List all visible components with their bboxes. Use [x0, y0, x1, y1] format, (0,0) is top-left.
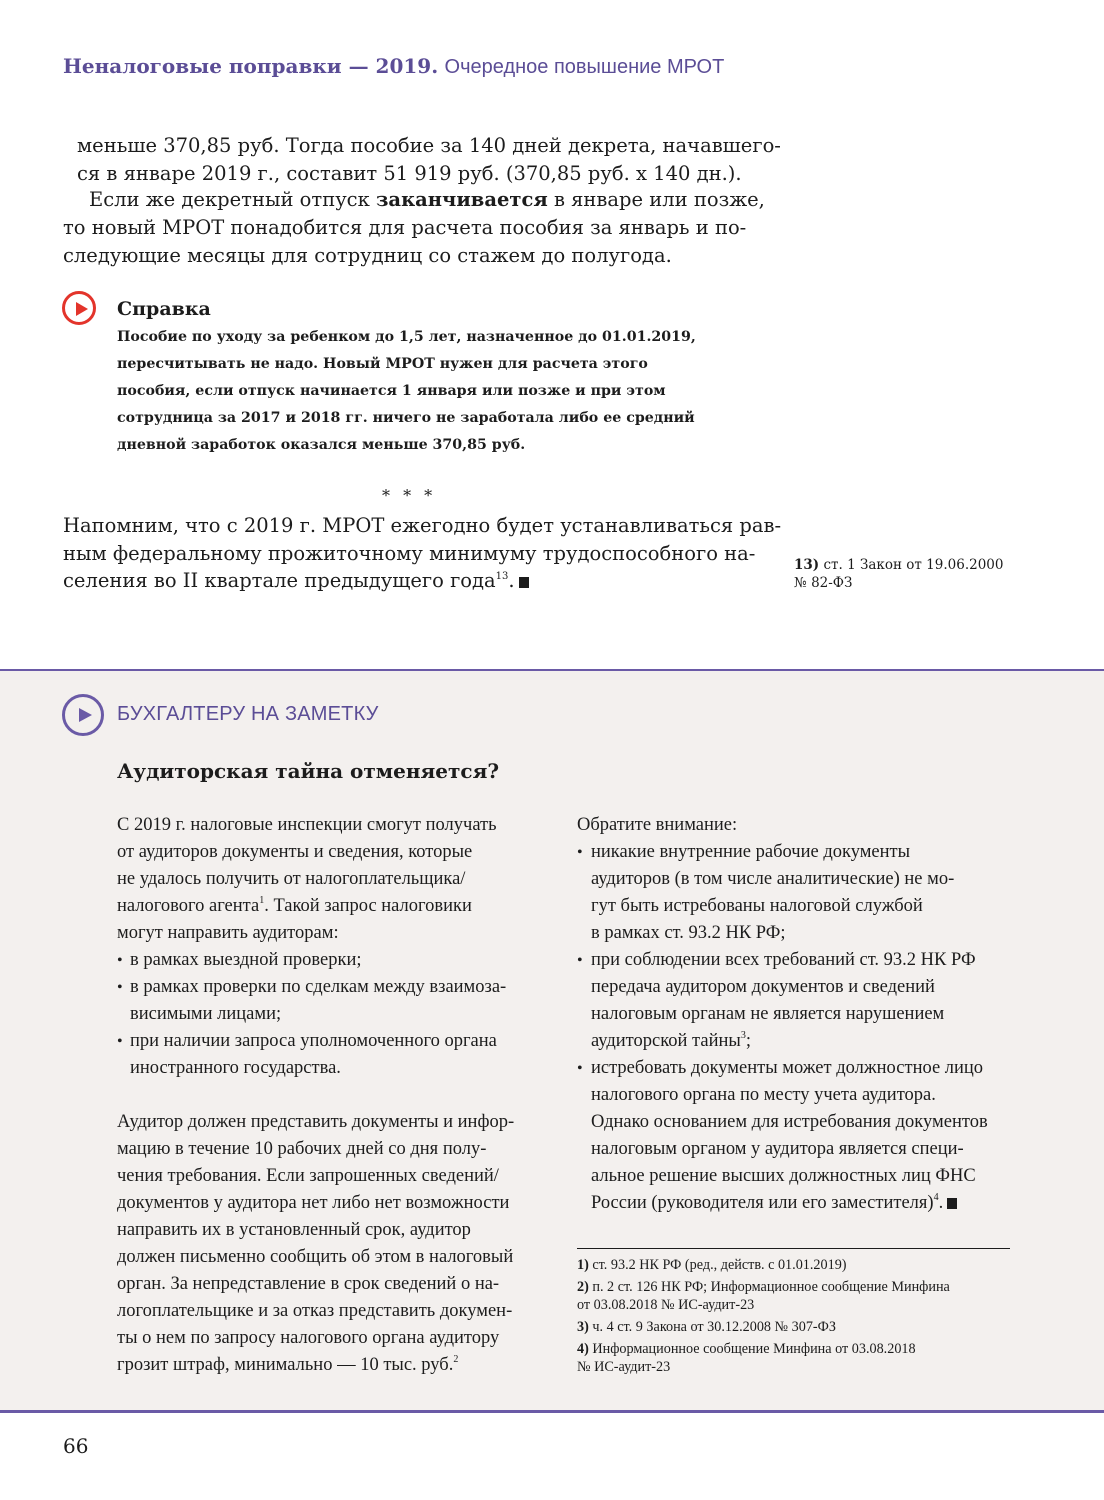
text-span: . Такой запрос налоговики	[264, 896, 472, 916]
footnote-text: Информационное сообщение Минфина от 03.08.2018	[588, 1341, 916, 1357]
text-span: селения во II квартале предыдущего года	[63, 569, 496, 592]
running-header	[63, 54, 724, 79]
list-item-cont: гут быть истребованы налоговой службой	[591, 896, 923, 916]
footnote-cont: от 03.08.2018 № ИС-аудит-23	[577, 1297, 755, 1313]
text-line: Обратите внимание:	[577, 815, 738, 835]
box-label: БУХГАЛТЕРУ НА ЗАМЕТКУ	[117, 703, 379, 725]
bullet-icon: •	[577, 1060, 583, 1077]
text-line	[117, 896, 472, 917]
note-line: Пособие по уходу за ребенком до 1,5 лет, назначенное до 01.01.2019,	[117, 329, 696, 345]
list-item: при наличии запроса уполномоченного органа	[130, 1031, 497, 1051]
text-span: в январе или позже,	[547, 188, 765, 211]
box-title: Аудиторская тайна отменяется?	[117, 759, 500, 783]
text-line: документов у аудитора нет либо нет возможности	[117, 1193, 510, 1213]
end-mark-icon	[947, 1198, 957, 1209]
text-span: России (руководителя или его заместителя)	[591, 1193, 934, 1213]
footnote-ref[interactable]: 2	[453, 1354, 459, 1365]
separator: * * *	[382, 486, 437, 505]
text-line	[63, 567, 529, 595]
text-line: могут направить аудиторам:	[117, 923, 339, 943]
footnote-ref[interactable]: 13	[495, 571, 509, 582]
text-line: ты о нем по запросу налогового органа аудитору	[117, 1328, 500, 1348]
note-line: дневной заработок оказался меньше 370,85 руб.	[117, 437, 526, 453]
text-line: мацию в течение 10 рабочих дней со дня полу-	[117, 1139, 487, 1159]
text-line: орган. За непредставление в срок сведений о на-	[117, 1274, 500, 1294]
bullet-icon: •	[577, 952, 583, 969]
text-line: не удалось получить от налогоплательщика/	[117, 869, 466, 889]
text-line: чения требования. Если запрошенных сведений/	[117, 1166, 499, 1186]
list-item-cont: висимыми лицами;	[130, 1004, 282, 1024]
footnote-ref[interactable]: 3	[740, 1030, 746, 1041]
sidenote-line: № 82-ФЗ	[794, 575, 853, 591]
list-item-cont: Однако основанием для истребования документов	[591, 1112, 988, 1132]
page-number: 66	[63, 1434, 89, 1458]
list-item-cont: альное решение высших должностных лиц ФНС	[591, 1166, 976, 1186]
text-line: Напомним, что с 2019 г. МРОТ ежегодно будет устанавливаться рав-	[63, 514, 782, 537]
header-title: Очередное повышение МРОТ	[444, 56, 725, 78]
note-line: сотрудница за 2017 и 2018 гг. ничего не заработала либо ее средний	[117, 410, 695, 426]
text-line: от аудиторов документы и сведения, которые	[117, 842, 473, 862]
text-line: Аудитор должен представить документы и инфор-	[117, 1112, 515, 1132]
bullet-icon: •	[117, 1033, 123, 1050]
footnote-divider	[577, 1248, 1010, 1249]
note-line: пособия, если отпуск начинается 1 января или позже и при этом	[117, 383, 666, 399]
text-span: ст. 1 Закон от 19.06.2000	[819, 557, 1004, 573]
sidenote	[794, 557, 1003, 573]
list-item-cont: налоговым органом у аудитора является специ-	[591, 1139, 964, 1159]
footnote	[577, 1257, 847, 1274]
list-item: в рамках выездной проверки;	[130, 950, 362, 970]
play-icon	[62, 694, 104, 736]
text-line: направить их в установленный срок, аудитор	[117, 1220, 471, 1240]
text-line: меньше 370,85 руб. Тогда пособие за 140 дней декрета, начавшего-	[77, 134, 781, 157]
bullet-icon: •	[117, 979, 123, 996]
list-item-cont: налоговым органам не является нарушением	[591, 1004, 945, 1024]
text-span: ;	[745, 1031, 751, 1051]
footnote-number: 2)	[577, 1279, 589, 1295]
list-item-cont: передача аудитором документов и сведений	[591, 977, 935, 997]
text-line: ся в январе 2019 г., составит 51 919 руб. (370,85 руб. х 140 дн.).	[77, 162, 742, 185]
footnote	[577, 1319, 836, 1336]
list-item: никакие внутренние рабочие документы	[591, 842, 911, 862]
emphasis: заканчивается	[375, 188, 548, 211]
text-line: следующие месяцы для сотрудниц со стажем до полугода.	[63, 244, 672, 267]
footnote-number: 1)	[577, 1257, 589, 1273]
end-mark-icon	[519, 577, 529, 588]
list-item: при соблюдении всех требований ст. 93.2 НК РФ	[591, 950, 976, 970]
list-item-cont: аудиторов (в том числе аналитические) не мо-	[591, 869, 955, 889]
text-line: должен письменно сообщить об этом в налоговый	[117, 1247, 514, 1267]
footnote-number: 13)	[794, 557, 820, 573]
text-span: налогового агента	[117, 896, 260, 916]
list-item: истребовать документы может должностное лицо	[591, 1058, 984, 1078]
list-item-cont: иностранного государства.	[130, 1058, 341, 1078]
note-line: пересчитывать не надо. Новый МРОТ нужен для расчета этого	[117, 356, 648, 372]
text-line	[117, 1355, 458, 1376]
header-section: Неналоговые поправки — 2019.	[63, 54, 439, 78]
footnote	[577, 1279, 950, 1296]
list-item-cont	[591, 1193, 957, 1214]
footnote-text: п. 2 ст. 126 НК РФ; Информационное сообщение Минфина	[588, 1279, 950, 1295]
text-span: .	[508, 569, 515, 592]
list-item-cont: налогового органа по месту учета аудитора.	[591, 1085, 936, 1105]
text-span: .	[938, 1193, 944, 1213]
text-line: то новый МРОТ понадобится для расчета пособия за январь и по-	[63, 216, 747, 239]
text-span: Если же декретный отпуск	[89, 188, 376, 211]
text-span: аудиторской тайны	[591, 1031, 741, 1051]
text-line	[89, 186, 765, 214]
text-line: С 2019 г. налоговые инспекции смогут получать	[117, 815, 497, 835]
note-title: Справка	[117, 298, 211, 320]
bullet-icon: •	[577, 844, 583, 861]
list-item-cont	[591, 1031, 751, 1052]
text-line: логоплательщике и за отказ представить докумен-	[117, 1301, 513, 1321]
footnote-cont: № ИС-аудит-23	[577, 1359, 671, 1375]
footnote-text: ст. 93.2 НК РФ (ред., действ. с 01.01.2019)	[588, 1257, 847, 1273]
footnote-number: 4)	[577, 1341, 589, 1357]
footnote-text: ч. 4 ст. 9 Закона от 30.12.2008 № 307-ФЗ	[588, 1319, 836, 1335]
text-span: грозит штраф, минимально — 10 тыс. руб.	[117, 1355, 454, 1375]
play-icon	[62, 291, 96, 325]
footnote-number: 3)	[577, 1319, 589, 1335]
list-item: в рамках проверки по сделкам между взаимоза-	[130, 977, 507, 997]
footnote-ref[interactable]: 4	[933, 1192, 939, 1203]
text-line: ным федеральному прожиточному минимуму трудоспособного на-	[63, 542, 756, 565]
bullet-icon: •	[117, 952, 123, 969]
list-item-cont: в рамках ст. 93.2 НК РФ;	[591, 923, 786, 943]
footnote-ref[interactable]: 1	[259, 895, 265, 906]
footnote	[577, 1341, 916, 1358]
